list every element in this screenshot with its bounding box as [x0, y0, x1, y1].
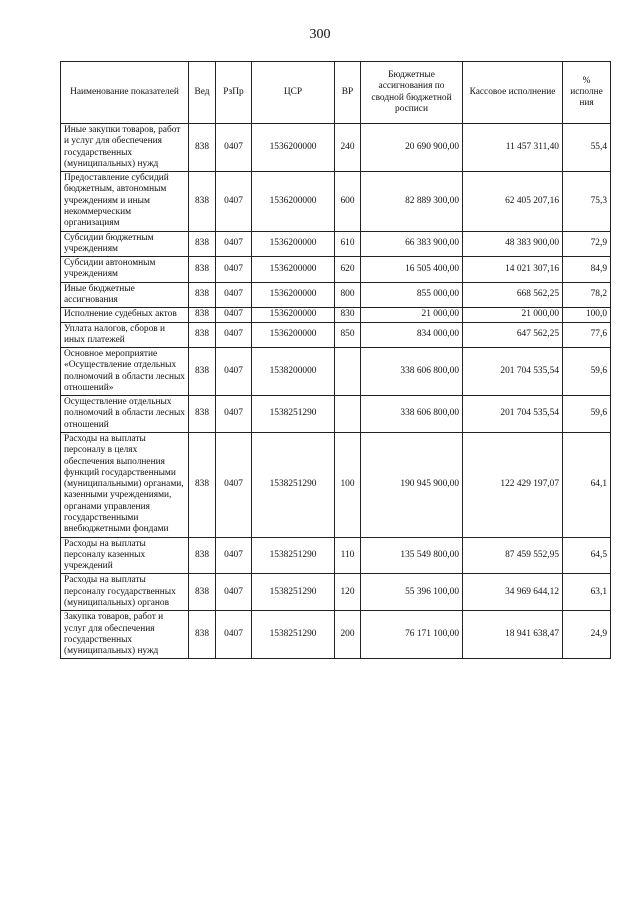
- row-rzpr: 0407: [216, 433, 252, 538]
- table-row: [61, 124, 611, 172]
- row-vr: [335, 348, 361, 396]
- row-budget: 135 549 800,00: [361, 537, 463, 574]
- row-ved: 838: [189, 124, 216, 172]
- header-csr: ЦСР: [252, 62, 335, 124]
- row-budget: 834 000,00: [361, 322, 463, 348]
- row-ved: 838: [189, 433, 216, 538]
- row-budget: 338 606 800,00: [361, 348, 463, 396]
- row-vr: 200: [335, 611, 361, 659]
- table-row: [61, 308, 611, 322]
- row-vr: [335, 396, 361, 433]
- row-percent: 78,2: [563, 282, 611, 308]
- row-cash: 14 021 307,16: [463, 257, 563, 283]
- row-percent: 63,1: [563, 574, 611, 611]
- table-row: [61, 257, 611, 283]
- table-row: [61, 574, 611, 611]
- row-ved: 838: [189, 257, 216, 283]
- table-row: [61, 433, 611, 538]
- row-rzpr: 0407: [216, 574, 252, 611]
- row-csr: 1538251290: [252, 537, 335, 574]
- table-row: [61, 348, 611, 396]
- row-percent: 75,3: [563, 172, 611, 231]
- header-budget: Бюджетные ассигнования по сводной бюджетной росписи: [361, 62, 463, 124]
- row-rzpr: 0407: [216, 231, 252, 257]
- row-cash: 18 941 638,47: [463, 611, 563, 659]
- row-rzpr: 0407: [216, 124, 252, 172]
- row-percent: 77,6: [563, 322, 611, 348]
- header-rzpr: РзПр: [216, 62, 252, 124]
- row-vr: 830: [335, 308, 361, 322]
- row-csr: 1536200000: [252, 231, 335, 257]
- row-percent: 84,9: [563, 257, 611, 283]
- table-body: [61, 124, 611, 659]
- row-ved: 838: [189, 537, 216, 574]
- table-row: [61, 172, 611, 231]
- row-ved: 838: [189, 348, 216, 396]
- row-name: Закупка товаров, работ и услуг для обеспечения государственных (муниципальных) нужд: [61, 611, 189, 659]
- row-cash: 21 000,00: [463, 308, 563, 322]
- row-budget: 82 889 300,00: [361, 172, 463, 231]
- row-name: Предоставление субсидий бюджетным, автономным учреждениям и иным некоммерческим организациям: [61, 172, 189, 231]
- row-rzpr: 0407: [216, 257, 252, 283]
- row-csr: 1536200000: [252, 172, 335, 231]
- row-vr: 800: [335, 282, 361, 308]
- row-percent: 64,1: [563, 433, 611, 538]
- table-row: [61, 231, 611, 257]
- row-percent: 59,6: [563, 348, 611, 396]
- row-rzpr: 0407: [216, 282, 252, 308]
- row-csr: 1536200000: [252, 282, 335, 308]
- table-row: [61, 282, 611, 308]
- row-name: Уплата налогов, сборов и иных платежей: [61, 322, 189, 348]
- row-percent: 55,4: [563, 124, 611, 172]
- row-name: Иные бюджетные ассигнования: [61, 282, 189, 308]
- row-name: Субсидии бюджетным учреждениям: [61, 231, 189, 257]
- row-ved: 838: [189, 574, 216, 611]
- row-ved: 838: [189, 322, 216, 348]
- row-budget: 66 383 900,00: [361, 231, 463, 257]
- row-rzpr: 0407: [216, 611, 252, 659]
- row-budget: 16 505 400,00: [361, 257, 463, 283]
- header-vr: ВР: [335, 62, 361, 124]
- row-vr: 100: [335, 433, 361, 538]
- row-budget: 855 000,00: [361, 282, 463, 308]
- row-vr: 110: [335, 537, 361, 574]
- row-cash: 201 704 535,54: [463, 348, 563, 396]
- row-ved: 838: [189, 308, 216, 322]
- row-vr: 620: [335, 257, 361, 283]
- row-vr: 610: [335, 231, 361, 257]
- row-cash: 647 562,25: [463, 322, 563, 348]
- page-number: 300: [309, 27, 331, 42]
- row-cash: 62 405 207,16: [463, 172, 563, 231]
- row-cash: 201 704 535,54: [463, 396, 563, 433]
- row-name: Осуществление отдельных полномочий в области лесных отношений: [61, 396, 189, 433]
- row-rzpr: 0407: [216, 396, 252, 433]
- row-percent: 72,9: [563, 231, 611, 257]
- row-name: Основное мероприятие «Осуществление отдельных полномочий в области лесных отношений»: [61, 348, 189, 396]
- budget-execution-table: [60, 61, 611, 659]
- row-budget: 190 945 900,00: [361, 433, 463, 538]
- row-percent: 64,5: [563, 537, 611, 574]
- table-header-row: [61, 62, 611, 124]
- row-cash: 122 429 197,07: [463, 433, 563, 538]
- row-ved: 838: [189, 611, 216, 659]
- row-budget: 55 396 100,00: [361, 574, 463, 611]
- row-vr: 600: [335, 172, 361, 231]
- row-rzpr: 0407: [216, 172, 252, 231]
- row-ved: 838: [189, 231, 216, 257]
- row-rzpr: 0407: [216, 348, 252, 396]
- row-csr: 1538251290: [252, 433, 335, 538]
- row-csr: 1538251290: [252, 574, 335, 611]
- header-cash: Кассовое исполнение: [463, 62, 563, 124]
- row-cash: 48 383 900,00: [463, 231, 563, 257]
- row-name: Исполнение судебных актов: [61, 308, 189, 322]
- row-rzpr: 0407: [216, 322, 252, 348]
- header-ved: Вед: [189, 62, 216, 124]
- row-name: Расходы на выплаты персоналу в целях обеспечения выполнения функций государственными (муниципальными) органами, казенными учреждениями, органами управления государственными внебюджетными фондами: [61, 433, 189, 538]
- row-name: Субсидии автономным учреждениям: [61, 257, 189, 283]
- row-percent: 59,6: [563, 396, 611, 433]
- row-name: Расходы на выплаты персоналу казенных учреждений: [61, 537, 189, 574]
- row-percent: 24,9: [563, 611, 611, 659]
- row-vr: 240: [335, 124, 361, 172]
- row-percent: 100,0: [563, 308, 611, 322]
- row-name: Иные закупки товаров, работ и услуг для обеспечения государственных (муниципальных) нужд: [61, 124, 189, 172]
- row-csr: 1538251290: [252, 396, 335, 433]
- row-vr: 120: [335, 574, 361, 611]
- row-ved: 838: [189, 396, 216, 433]
- row-ved: 838: [189, 172, 216, 231]
- header-percent: % исполне ния: [563, 62, 611, 124]
- table-row: [61, 611, 611, 659]
- row-csr: 1536200000: [252, 322, 335, 348]
- row-cash: 34 969 644,12: [463, 574, 563, 611]
- row-cash: 668 562,25: [463, 282, 563, 308]
- row-rzpr: 0407: [216, 308, 252, 322]
- row-cash: 11 457 311,40: [463, 124, 563, 172]
- row-budget: 20 690 900,00: [361, 124, 463, 172]
- table-row: [61, 396, 611, 433]
- row-cash: 87 459 552,95: [463, 537, 563, 574]
- header-name: Наименование показателей: [61, 62, 189, 124]
- row-csr: 1536200000: [252, 257, 335, 283]
- row-rzpr: 0407: [216, 537, 252, 574]
- row-vr: 850: [335, 322, 361, 348]
- row-csr: 1536200000: [252, 308, 335, 322]
- table-row: [61, 322, 611, 348]
- row-csr: 1536200000: [252, 124, 335, 172]
- row-ved: 838: [189, 282, 216, 308]
- row-budget: 21 000,00: [361, 308, 463, 322]
- row-budget: 338 606 800,00: [361, 396, 463, 433]
- row-budget: 76 171 100,00: [361, 611, 463, 659]
- row-name: Расходы на выплаты персоналу государственных (муниципальных) органов: [61, 574, 189, 611]
- row-csr: 1538251290: [252, 611, 335, 659]
- row-csr: 1538200000: [252, 348, 335, 396]
- table-row: [61, 537, 611, 574]
